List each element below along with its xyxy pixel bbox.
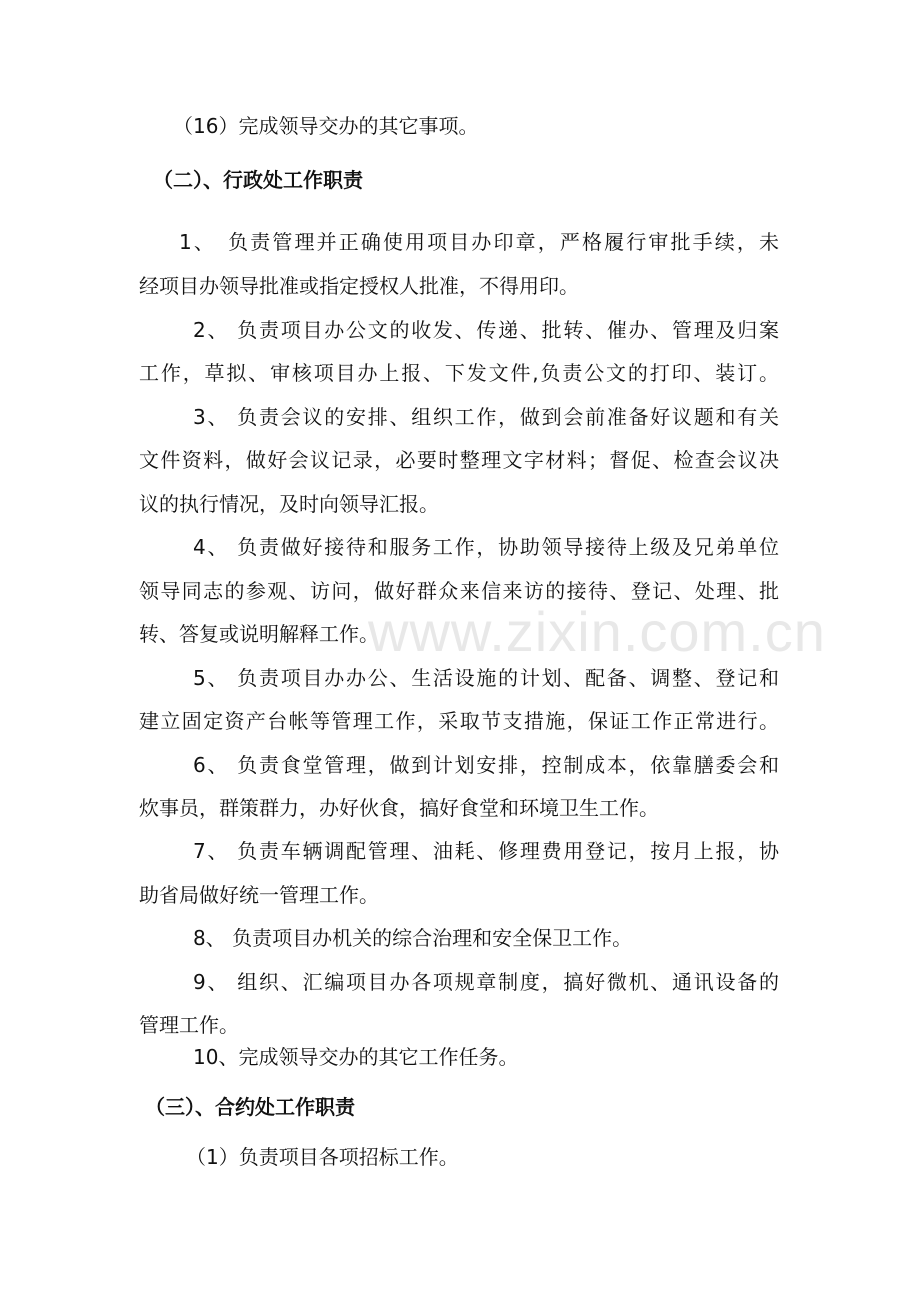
s2-p1-line1: 1、 负责管理并正确使用项目办印章，严格履行审批手续，未	[179, 230, 779, 254]
section-3-heading: （三）、合约处工作职责	[145, 1095, 355, 1119]
s2-p10-line1: 10、完成领导交办的其它工作任务。	[193, 1045, 519, 1069]
s2-p6-line1: 6、 负责食堂管理，做到计划安排，控制成本，依靠膳委会和	[193, 753, 779, 777]
s2-p3-line1: 3、 负责会议的安排、组织工作，做到会前准备好议题和有关	[193, 405, 779, 429]
s2-p8-line1: 8、 负责项目办机关的综合治理和安全保卫工作。	[193, 926, 633, 950]
s2-p1-line2: 经项目办领导批准或指定授权人批准，不得用印。	[139, 274, 579, 298]
s2-p5-line2: 建立固定资产台帐等管理工作，采取节支措施，保证工作正常进行。	[139, 709, 779, 733]
s2-p7-line1: 7、 负责车辆调配管理、油耗、修理费用登记，按月上报，协	[193, 839, 779, 863]
section-2-heading: （二）、行政处工作职责	[153, 168, 363, 192]
s3-item-1: （1）负责项目各项招标工作。	[186, 1145, 459, 1169]
s2-p5-line1: 5、 负责项目办办公、生活设施的计划、配备、调整、登记和	[193, 666, 779, 690]
s2-p2-line2: 工作，草拟、审核项目办上报、下发文件,负责公文的打印、装订。	[139, 361, 779, 385]
s2-p7-line2: 助省局做好统一管理工作。	[139, 883, 379, 907]
s2-p4-line2: 领导同志的参观、访问，做好群众来信来访的接待、登记、处理、批	[139, 579, 779, 603]
s2-p2-line1: 2、 负责项目办公文的收发、传递、批转、催办、管理及归案	[193, 318, 779, 342]
s2-p9-line2: 管理工作。	[139, 1013, 239, 1037]
s2-p9-line1: 9、 组织、汇编项目办各项规章制度，搞好微机、通讯设备的	[193, 970, 779, 994]
s2-p3-line2: 文件资料，做好会议记录，必要时整理文字材料；督促、检查会议决	[139, 448, 779, 472]
watermark-text: www.zixin.com.cn	[368, 600, 826, 663]
s2-p3-line3: 议的执行情况，及时向领导汇报。	[139, 492, 439, 516]
s2-p4-line3: 转、答复或说明解释工作。	[139, 622, 379, 646]
item-16: （16）完成领导交办的其它事项。	[173, 114, 479, 138]
s2-p6-line2: 炊事员，群策群力，办好伙食，搞好食堂和环境卫生工作。	[139, 796, 659, 820]
s2-p4-line1: 4、 负责做好接待和服务工作，协助领导接待上级及兄弟单位	[193, 535, 779, 559]
